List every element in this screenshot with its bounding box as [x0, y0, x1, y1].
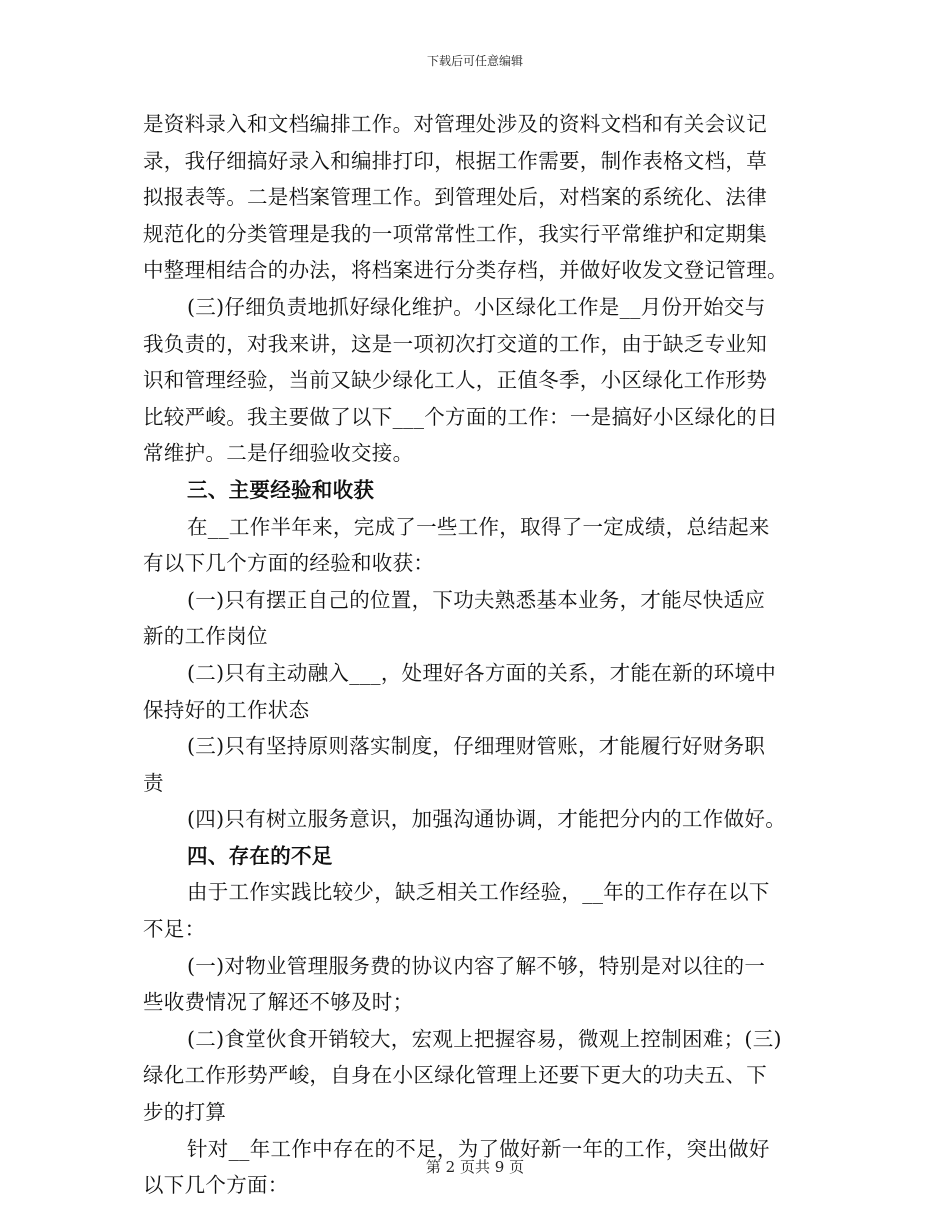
text-line: 责 — [143, 770, 164, 795]
text-line: (一)只有摆正自己的位置，下功夫熟悉基本业务，才能尽快适应 — [187, 587, 766, 612]
text-line: 不足： — [143, 917, 206, 942]
page-header: 下载后可任意编辑 — [426, 54, 523, 68]
text-line: (三)只有坚持原则落实制度，仔细理财管账，才能履行好财务职 — [187, 734, 766, 759]
text-line: 规范化的分类管理是我的一项常常性工作，我实行平常维护和定期集 — [143, 221, 767, 246]
text-line: 在__工作半年来，完成了一些工作，取得了一定成绩，总结起来 — [187, 514, 770, 539]
text-line: (四)只有树立服务意识，加强沟通协调，才能把分内的工作做好。 — [187, 807, 786, 832]
text-line: 新的工作岗位 — [143, 624, 268, 649]
section-heading: 四、存在的不足 — [187, 843, 333, 868]
text-line: 由于工作实践比较少，缺乏相关工作经验，__年的工作存在以下 — [187, 880, 770, 905]
text-line: 步的打算 — [143, 1100, 227, 1125]
text-line: 常维护。二是仔细验收交接。 — [143, 441, 414, 466]
text-line: 识和管理经验，当前又缺少绿化工人，正值冬季，小区绿化工作形势 — [143, 368, 767, 393]
page-footer: 第 2 页共 9 页 — [425, 1158, 525, 1176]
text-line: 针对__年工作中存在的不足，为了做好新一年的工作，突出做好 — [187, 1136, 770, 1161]
text-line: 以下几个方面： — [143, 1173, 289, 1198]
text-line: 录，我仔细搞好录入和编排打印，根据工作需要，制作表格文档，草 — [143, 148, 767, 173]
document-body — [143, 106, 808, 1204]
section-heading: 三、主要经验和收获 — [187, 477, 375, 502]
text-line: 些收费情况了解还不够及时； — [143, 990, 414, 1015]
text-line: 是资料录入和文档编排工作。对管理处涉及的资料文档和有关会议记 — [143, 112, 767, 136]
text-line: 有以下几个方面的经验和收获： — [143, 551, 435, 576]
text-line: 我负责的，对我来讲，这是一项初次打交道的工作，由于缺乏专业知 — [143, 331, 767, 356]
text-line: 绿化工作形势严峻，自身在小区绿化管理上还要下更大的功夫五、下 — [143, 1063, 767, 1088]
text-line: 中整理相结合的办法，将档案进行分类存档，并做好收发文登记管理。 — [143, 258, 788, 283]
text-line: 保持好的工作状态 — [143, 697, 310, 722]
text-line: (二)食堂伙食开销较大，宏观上把握容易，微观上控制困难；(三) — [187, 1026, 782, 1051]
text-line: (一)对物业管理服务费的协议内容了解不够，特别是对以往的一 — [187, 953, 766, 978]
text-line: 比较严峻。我主要做了以下___个方面的工作：一是搞好小区绿化的日 — [143, 404, 778, 429]
text-line: (二)只有主动融入___，处理好各方面的关系，才能在新的环境中 — [187, 660, 777, 685]
text-line: 拟报表等。二是档案管理工作。到管理处后，对档案的系统化、法律 — [143, 185, 767, 210]
text-line: (三)仔细负责地抓好绿化维护。小区绿化工作是__月份开始交与 — [187, 294, 766, 319]
